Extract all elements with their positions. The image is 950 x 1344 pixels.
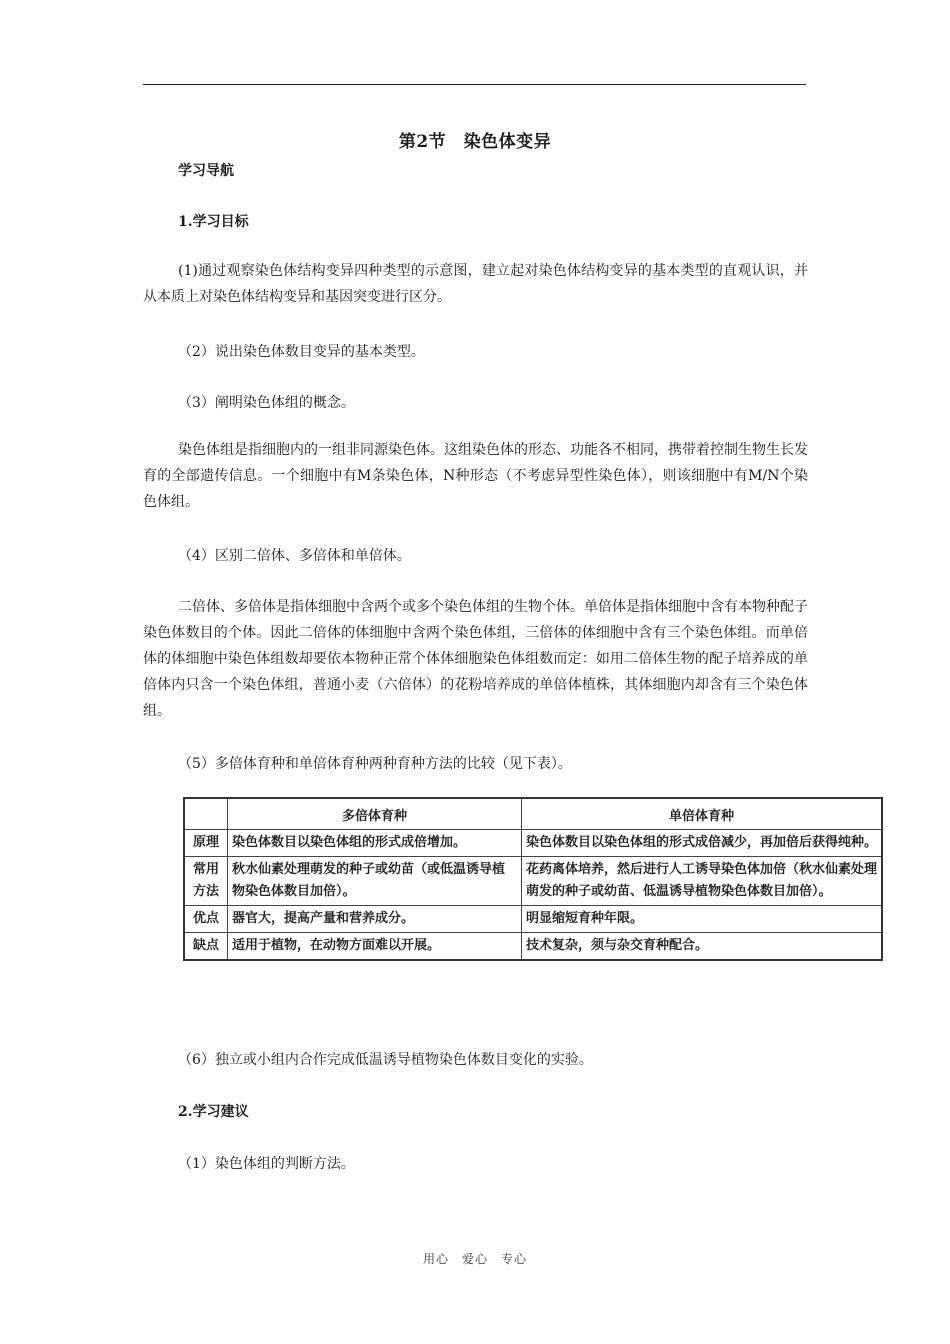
cell-haploid: 花药离体培养，然后进行人工诱导染色体加倍（秋水仙素处理萌发的种子或幼苗、低温诱导植物染色体数目加倍）。	[522, 857, 883, 906]
column-header-polyploid: 多倍体育种	[228, 798, 522, 830]
objective-6: （6）独立或小组内合作完成低温诱导植物染色体数目变化的实验。	[178, 1052, 593, 1068]
table-row	[184, 830, 882, 857]
table-header-row	[184, 798, 882, 830]
suggestion-1: （1）染色体组的判断方法。	[178, 1156, 355, 1172]
table-row	[184, 906, 882, 933]
cell-haploid: 染色体数目以染色体组的形式成倍减少，再加倍后获得纯种。	[522, 830, 883, 857]
heading-learning-suggestions: 2.学习建议	[178, 1104, 249, 1120]
cell-haploid: 技术复杂，须与杂交育种配合。	[522, 933, 883, 961]
paragraph-chromosome-set: 染色体组是指细胞内的一组非同源染色体。这组染色体的形态、功能各不相同，携带着控制生物生长发育的全部遗传信息。一个细胞中有M条染色体，N种形态（不考虑异型性染色体），则该细胞中有M/N个染色体组。	[143, 442, 808, 510]
column-header-haploid: 单倍体育种	[522, 798, 883, 830]
objective-5: （5）多倍体育种和单倍体育种两种育种方法的比较（见下表）。	[178, 756, 572, 772]
row-label: 常用方法	[184, 857, 228, 906]
header-rule	[143, 84, 806, 85]
cell-polyploid: 器官大，提高产量和营养成分。	[228, 906, 522, 933]
paragraph-ploidy: 二倍体、多倍体是指体细胞中含两个或多个染色体组的生物个体。单倍体是指体细胞中含有本物种配子染色体数目的个体。因此二倍体的体细胞中含两个染色体组，三倍体的体细胞中含有三个染色体组。而单倍体的体细胞中染色体组数却要依本物种正常个体体细胞染色体组数而定：如用二倍体生物的配子培养成的单倍体内只含一个染色体组，普通小麦（六倍体）的花粉培养成的单倍体植株，其体细胞内却含有三个染色体组。	[143, 599, 808, 719]
objective-4: （4）区别二倍体、多倍体和单倍体。	[178, 548, 411, 564]
page-title: 第2节 染色体变异	[398, 132, 552, 152]
cell-haploid: 明显缩短育种年限。	[522, 906, 883, 933]
heading-learning-objectives: 1.学习目标	[178, 214, 249, 230]
row-label: 缺点	[184, 933, 228, 961]
row-label: 优点	[184, 906, 228, 933]
cell-polyploid: 秋水仙素处理萌发的种子或幼苗（或低温诱导植物染色体数目加倍）。	[228, 857, 522, 906]
row-label: 原理	[184, 830, 228, 857]
objective-2: （2）说出染色体数目变异的基本类型。	[178, 344, 425, 360]
table-row	[184, 933, 882, 961]
breeding-comparison-table	[183, 797, 883, 961]
table-row	[184, 857, 882, 906]
objective-3: （3）阐明染色体组的概念。	[178, 395, 355, 411]
objective-1: (1)通过观察染色体结构变异四种类型的示意图，建立起对染色体结构变异的基本类型的直观认识，并从本质上对染色体结构变异和基因突变进行区分。	[143, 263, 808, 305]
cell-polyploid: 适用于植物，在动物方面难以开展。	[228, 933, 522, 961]
page-footer: 用心 爱心 专心	[422, 1252, 527, 1266]
section-nav-heading: 学习导航	[178, 163, 234, 179]
cell-polyploid: 染色体数目以染色体组的形式成倍增加。	[228, 830, 522, 857]
table-corner-cell	[184, 798, 228, 830]
